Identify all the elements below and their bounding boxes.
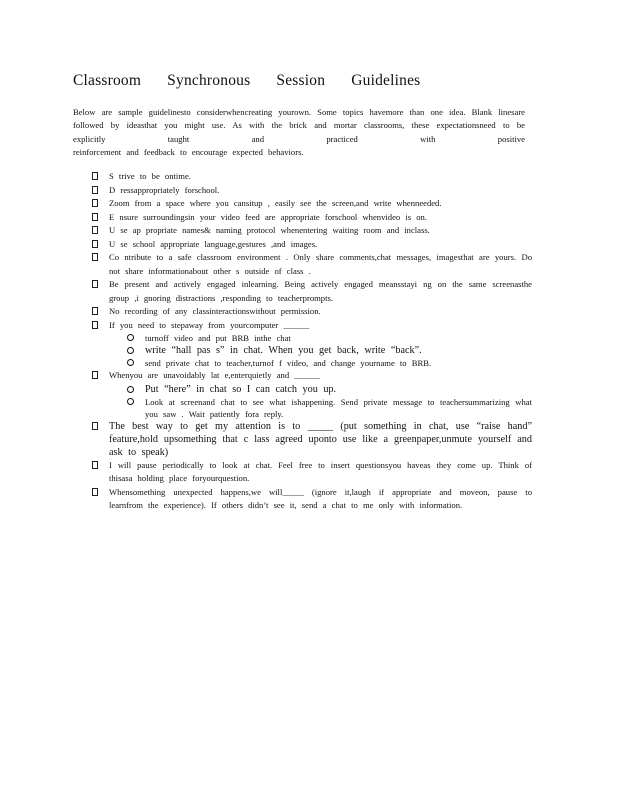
guideline-item (92, 238, 532, 252)
sub-item-text: write “hall pas s” in chat. When you get back, write “back”. (145, 345, 422, 356)
intro-line: classrooms, these expectationsneed to be explicitly taught and practiced with positive (73, 120, 525, 144)
checkbox-icon (92, 240, 98, 248)
sub-item (109, 357, 532, 369)
guideline-item (92, 319, 532, 370)
guideline-text: Whenyou are unavoidably lat e,enterquietly and ______ (109, 370, 321, 380)
checkbox-icon (92, 172, 98, 180)
circle-bullet-icon (127, 359, 134, 366)
sub-list (109, 332, 532, 369)
guideline-item (92, 278, 532, 305)
guideline-text: I will pause periodically to look at chat. Feel free to insert questionsyou haveas they come up. Think of thisasa holding place foryourquestion. (109, 459, 532, 483)
checkbox-icon (92, 321, 98, 329)
guideline-item (92, 211, 532, 225)
sub-item-text: turnoff video and put BRB inthe chat (145, 333, 291, 343)
checkbox-icon (92, 213, 98, 221)
guideline-text: S trive to be ontime. (109, 171, 191, 181)
guidelines-list (92, 170, 532, 513)
checkbox-icon (92, 280, 98, 288)
checkbox-icon (92, 226, 98, 234)
guideline-text: D ressappropriately forschool. (109, 184, 220, 195)
guideline-item (92, 486, 532, 513)
sub-list (109, 383, 532, 420)
page-title: Classroom Synchronous Session Guidelines (73, 72, 421, 89)
guideline-item (92, 369, 532, 420)
checkbox-icon (92, 253, 98, 261)
checkbox-icon (92, 488, 98, 496)
checkbox-icon (92, 199, 98, 207)
guideline-text: Zoom from a space where you cansitup , easily see the screen,and write whenneeded. (109, 198, 442, 208)
guideline-item (92, 251, 532, 278)
guideline-text: Be present and actively engaged inlearning. Being actively engaged meansstayi ng on the same screenasthe group ,i gnoring distractions ,responding to teacherprompts. (109, 279, 532, 303)
checkbox-icon (92, 307, 98, 315)
guideline-item (92, 459, 532, 486)
guideline-text: U se ap propriate names& naming protocol whenentering waiting room and inclass. (109, 225, 430, 235)
circle-bullet-icon (127, 334, 134, 341)
intro-line: one idea. Blank linesare followed by ideasthat you might use. As with the brick and mortar (73, 107, 525, 131)
sub-item (109, 332, 532, 344)
sub-item (109, 344, 532, 357)
guideline-item (92, 420, 532, 459)
guideline-item (92, 305, 532, 319)
checkbox-icon (92, 461, 98, 469)
guideline-text: Whensomething unexpected happens,we will_____ (ignore it,laugh if appropriate and moveon, pause to learnfrom the experience). If others didn’t see it, send a chat to me only with information. (109, 486, 532, 510)
sub-item-text: send private chat to teacher,turnof f video, and change yourname to BRB. (145, 358, 432, 368)
checkbox-icon (92, 422, 98, 430)
guideline-text: U se school appropriate language,gestures ,and images. (109, 238, 318, 249)
checkbox-icon (92, 186, 98, 194)
guideline-text: No recording of any classinteractionswithout permission. (109, 306, 321, 316)
guideline-text: If you need to stepaway from yourcomputer ______ (109, 319, 310, 330)
circle-bullet-icon (127, 386, 134, 393)
guideline-text: E nsure surroundingsin your video feed are appropriate forschool whenvideo is on. (109, 211, 427, 222)
guideline-text: The best way to get my attention is to _____ (put something in chat, use “raise hand” feature,hold upsomething that c lass agreed uponto use like a greenpaper,unmute yourself and ask to speak) (109, 420, 532, 458)
checkbox-icon (92, 371, 98, 379)
guideline-item (92, 184, 532, 198)
intro-line: reinforcement and feedback to encourage expected behaviors. (73, 147, 304, 158)
sub-item-text: Put “here” in chat so I can catch you up. (145, 383, 337, 395)
circle-bullet-icon (127, 347, 134, 354)
sub-item (109, 396, 532, 420)
sub-item (109, 383, 532, 396)
guideline-item (92, 197, 532, 211)
intro-paragraph (73, 106, 525, 160)
circle-bullet-icon (127, 398, 134, 405)
intro-line: Below are sample guidelinesto considerwhencreating yourown. Some topics havemore than (73, 107, 425, 117)
guideline-item (92, 224, 532, 238)
guideline-item (92, 170, 532, 184)
guideline-text: Co ntribute to a safe classroom environment . Only share comments,chat messages, imagesthat are yours. Do not share informationabout other s outside of class . (109, 252, 532, 276)
sub-item-text: Look at screenand chat to see what ishappening. Send private message to teachersummarizing what you saw . Wait patiently fora reply. (145, 396, 532, 419)
